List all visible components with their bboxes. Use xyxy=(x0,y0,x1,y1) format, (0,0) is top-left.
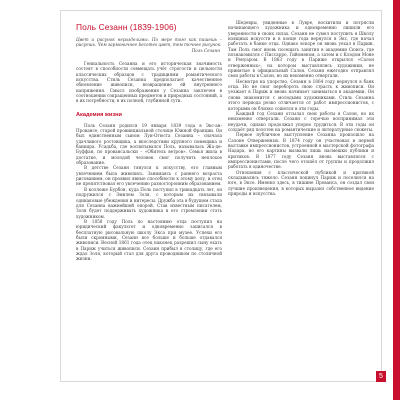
body-paragraph: Отношения с классической публикой и критикой складывались тяжело. Сезанн покинул Париж и поселился на юге, в Эксе. Именно здесь, в тишине Прованса, он создал свои лучшие произведения, в которых выразил собственное видение природы и искусства. xyxy=(228,169,374,196)
body-paragraph: В детстве Сезанн тянулся к искусству, его главным увлечением была живопись. Занимаясь с раннего возраста рисованием, он проявил явные способности к этому делу, и отец не препятствовал его увлечению разносторонним образованием. xyxy=(76,165,222,187)
epigraph-author: Поль Сезанн xyxy=(191,47,220,53)
body-paragraph: В 1858 году Поль по настоянию отца поступил на юридический факультет и одновременно записался в бесплатную рисовальную школу Экса при музее. Успехи его были скромными, Сезанн все больше и больше отдавался живописи. Весной 1861 года отец наконец разрешил сыну ехать в Париж учиться живописи. Сезанн прибыл в столицу, где его ждал Золя, который стал для друга проводником по столичной жизни. xyxy=(76,218,222,262)
body-paragraph: Несмотря на упорство, Сезанн в 1864 году вернулся в банк отца. Но не смог перебороть свою страсть к живописи. Он уезжает в Париж и вновь начинает заниматься в академии. Он снова знакомится с молодыми художниками. Стиль Сезанна этого периода резко отличается от работ импрессионистов, с которыми он близко сошелся в эти годы. xyxy=(228,78,374,111)
body-paragraph: Каждый год Сезанн отсылал свои работы в Салон, но их неизменно отвергали. Сезанн с горечью воспринимал эти неудачи, однако продолжал упорно трудиться. В эти годы он создаёт ряд полотен на романтические и литературные сюжеты. xyxy=(228,110,374,132)
page-number: 5 xyxy=(376,371,386,382)
left-column xyxy=(76,20,222,262)
body-paragraph: Поль Сезанн родился 19 января 1839 года в Экс-ан-Провансе, старой провинциальной столице Южной Франции. Он был единственным сыном Луи-Огюста Сезанна – сначала удачливого ростовщика, а впоследствии крупного помещика и банкира. Усадьба, где воспитывался Поль, называлась Жа-де-Буффан, по провансальски – «Обитель ветров». Семья жила в достатке, и молодой человек смог получить неплохое образование. xyxy=(76,122,222,166)
section-heading: Академия жизни xyxy=(76,111,122,118)
intro-paragraph: Гениальность Сезанна и его историческая значимость состоят в способности совмещать учёт строгости и цельности классических образцов с традициями романтического искусства. Стиль Сезанна предполагает качественное обновление живописи, возвращение ей внутреннего напряжения. Смысл изображения у Сезанна заключен в соотношении сокращенных предметов и природных состояний, а в их потребности, в их полной, глубинной сути. xyxy=(76,60,222,104)
epigraph-text: Цвет и рисунок неразделимы. По мере того как пишешь – рисуешь. Чем гармоничнее becomes цвет, тем точнее рисунок. xyxy=(76,37,222,48)
right-column xyxy=(228,20,374,196)
article-title: Поль Сезанн (1839-1906) xyxy=(76,22,177,32)
body-paragraph: В коллеже Бурбон, куда Поль поступил в тринадцать лет, он подружился с Эмилем Золя, с которым их связывали одинаковые убеждения и интересы. Дружба эта в будущем стала для Сезанна важнейшей опорой. Став известным писателем, Золя будет поддерживать художника в его стремлении стать художником. xyxy=(76,186,222,219)
body-paragraph: Шедевры, увиденные в Лувре, восхитили и потрясли начинающего художника и одновременно лишили его уверенности в своих силах. Сезанн не сумел поступить в Школу изящных искусств и в конце года вернулся в Экс, где начал работать в банке отца. Однако вскоре он вновь уехал в Париж. Там Поль смог вновь посещать занятия в академии Сюиса, где познакомился с Писсарро, Гийоменом, а затем и с Клодом Моне и Ренуаром. В 1863 году в Париже открылся «Салон отверженных», на котором выставлялись художники, не принятые в официальный Салон. Сезанн ежегодно отправлял свои работы в Салон, но их неизменно отвергали. xyxy=(228,20,374,79)
body-paragraph: Первое публичное выступление Сезанна произошло на Салоне Отверженных. В 1874 году он участвовал в первой выставке импрессионистов, устроенной в мастерской фотографа Надара, но его картины вызвали лишь насмешки публики и критиков. В 1877 году Сезанн вновь выставлялся с импрессионистами, после чего отошёл от группы и продолжил работать в одиночестве. xyxy=(228,132,374,170)
edge-accent-strip xyxy=(393,0,400,400)
